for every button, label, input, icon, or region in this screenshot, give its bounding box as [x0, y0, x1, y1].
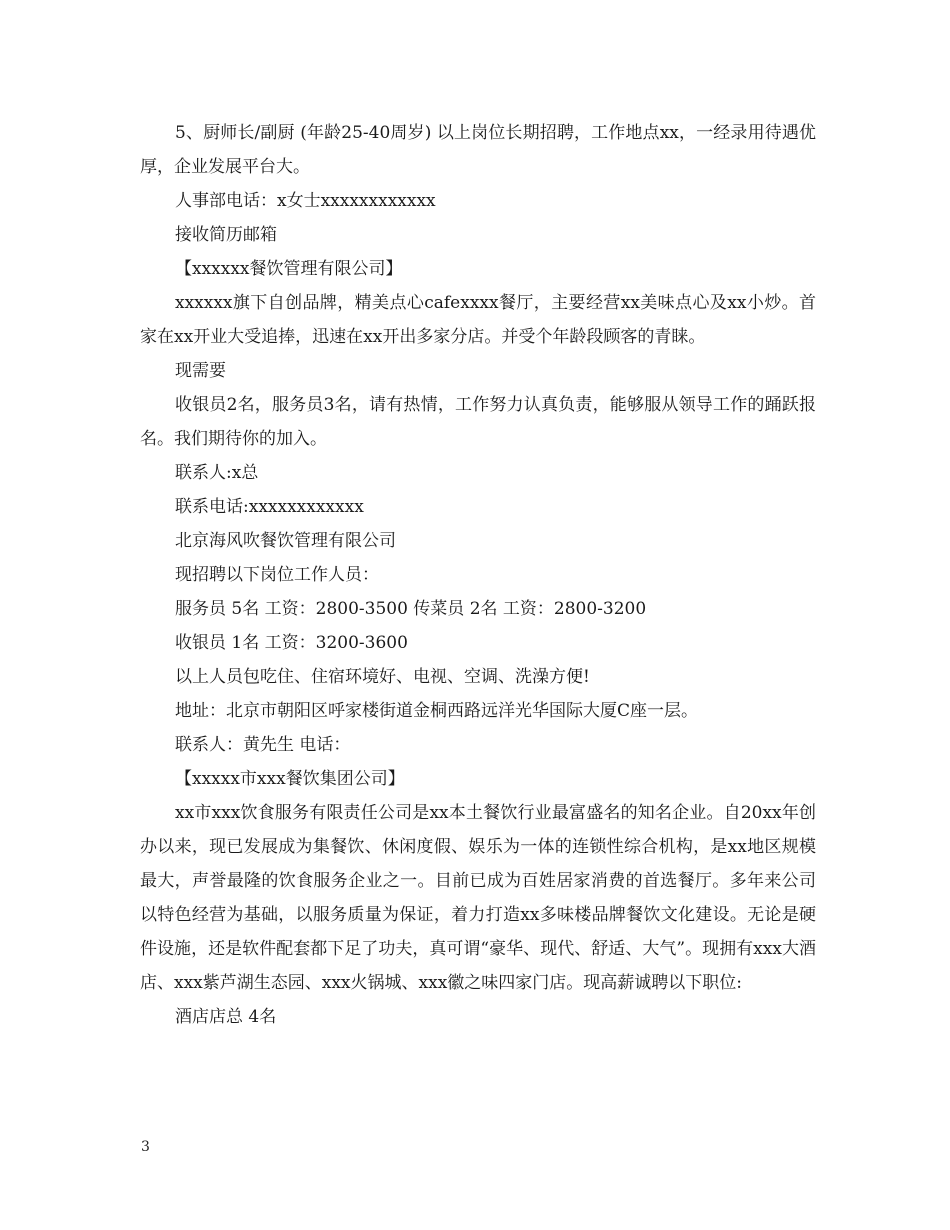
heading-catering-group: 【xxxxx市xxx餐饮集团公司】 [175, 769, 405, 789]
heading-catering-company: 【xxxxxx餐饮管理有限公司】 [175, 259, 403, 279]
paragraph-now-hiring: 现需要 [175, 361, 226, 381]
paragraph-waiter-runner-salary: 服务员 5名 工资：2800-3500 传菜员 2名 工资：2800-3200 [175, 599, 647, 619]
page-number: 3 [141, 1139, 150, 1155]
paragraph-store-manager: 酒店店总 4名 [175, 1007, 277, 1027]
paragraph-resume-email: 接收简历邮箱 [175, 225, 277, 245]
paragraph-hr-phone: 人事部电话：x女士xxxxxxxxxxxx [175, 191, 436, 211]
paragraph-contact-huang: 联系人：黄先生 电话： [175, 735, 351, 755]
paragraph-address: 地址：北京市朝阳区呼家楼街道金桐西路远洋光华国际大厦C座一层。 [175, 701, 699, 721]
paragraph-chef-recruitment: 5、厨师长/副厨 (年龄25-40周岁) 以上岗位长期招聘，工作地点xx，一经录用待遇优厚，企业发展平台大。 [140, 123, 816, 177]
paragraph-cashier-waiter: 收银员2名，服务员3名，请有热情，工作努力认真负责，能够服从领导工作的踊跃报名。我们期待你的加入。 [140, 395, 816, 449]
heading-beijing-company: 北京海风吹餐饮管理有限公司 [175, 531, 396, 551]
paragraph-group-intro: xx市xxx饮食服务有限责任公司是xx本土餐饮行业最富盛名的知名企业。自20xx年创办以来，现已发展成为集餐饮、休闲度假、娱乐为一体的连锁性综合机构，是xx地区规模最大，声誉最隆的饮食服务企业之一。目前已成为百姓居家消费的首选餐厅。多年来公司以特色经营为基础，以服务质量为保证，着力打造xx多味楼品牌餐饮文化建设。无论是硬件设施，还是软件配套都下足了功夫，真可谓“豪华、现代、舒适、大气”。现拥有xxx大酒店、xxx紫芦湖生态园、xxx火锅城、xxx徽之味四家门店。现高薪诚聘以下职位: [140, 803, 816, 993]
paragraph-company-intro: xxxxxx旗下自创品牌，精美点心cafexxxx餐厅，主要经营xx美味点心及xx小炒。首家在xx开业大受追捧，迅速在xx开出多家分店。并受个年龄段顾客的青睐。 [140, 293, 816, 347]
paragraph-contact-person: 联系人:x总 [175, 463, 259, 483]
paragraph-hiring-positions: 现招聘以下岗位工作人员： [175, 565, 379, 585]
paragraph-contact-phone: 联系电话:xxxxxxxxxxxx [175, 497, 364, 517]
document-body [140, 116, 816, 1034]
paragraph-benefits: 以上人员包吃住、住宿环境好、电视、空调、洗澡方便! [175, 667, 590, 687]
paragraph-cashier-salary: 收银员 1名 工资：3200-3600 [175, 633, 408, 653]
